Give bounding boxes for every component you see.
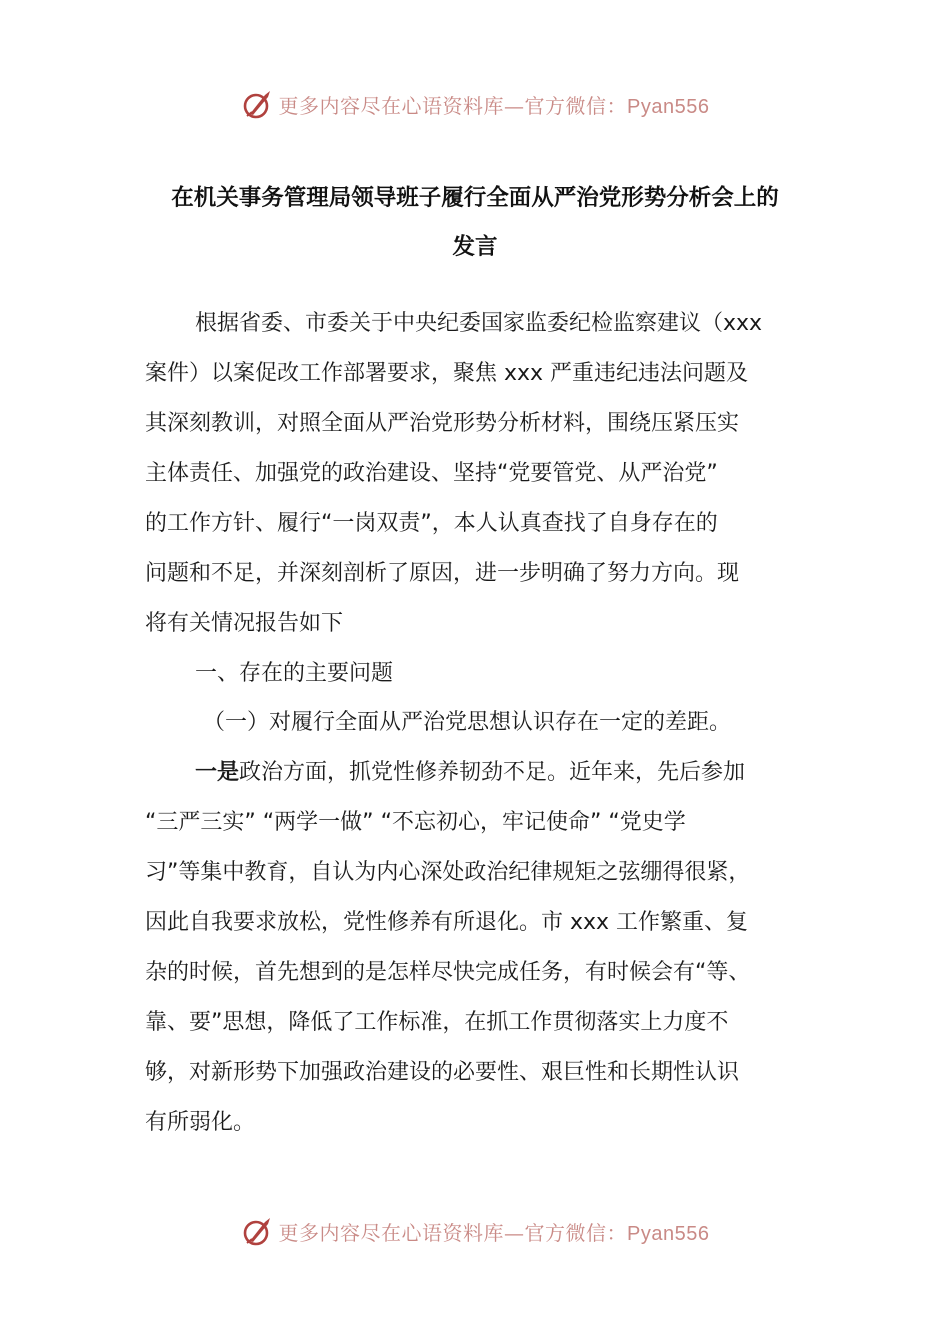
- intro-line: 其深刻教训，对照全面从严治党形势分析材料，围绕压紧压实: [145, 411, 740, 436]
- point-line: 一是政治方面，抓党性修养韧劲不足。近年来，先后参加: [195, 760, 746, 785]
- point-line: 因此自我要求放松，党性修养有所退化。市 xxx 工作繁重、复: [145, 910, 749, 935]
- point-line: “三严三实” “两学一做” “不忘初心，牢记使命” “党史学: [145, 810, 686, 835]
- point-line: 杂的时候，首先想到的是怎样尽快完成任务，有时候会有“等、: [145, 960, 751, 985]
- intro-line: 问题和不足，并深刻剖析了原因，进一步明确了努力方向。现: [145, 561, 740, 586]
- footer-watermark: [0, 1211, 950, 1251]
- point-line: 靠、要”思想，降低了工作标准，在抓工作贯彻落实上力度不: [145, 1010, 729, 1035]
- quill-logo-icon: [241, 1214, 275, 1248]
- point-line: 有所弱化。: [145, 1110, 256, 1135]
- document-title-line-1: 在机关事务管理局领导班子履行全面从严治党形势分析会上的: [171, 185, 779, 211]
- subsection-heading: （一）对履行全面从严治党思想认识存在一定的差距。: [203, 710, 732, 735]
- intro-line: 将有关情况报告如下: [145, 611, 344, 636]
- point-line: 够，对新形势下加强政治建设的必要性、艰巨性和长期性认识: [145, 1060, 740, 1085]
- wechat-id: Pyan556: [627, 1222, 710, 1245]
- intro-line: 案件）以案促改工作部署要求，聚焦 xxx 严重违纪违法问题及: [145, 361, 749, 386]
- watermark-text: 更多内容尽在心语资料库—官方微信：Pyan556: [278, 93, 710, 118]
- intro-line: 根据省委、市委关于中央纪委国家监委纪检监察建议（xxx: [195, 311, 763, 336]
- quill-logo-icon: [241, 87, 275, 121]
- intro-line: 主体责任、加强党的政治建设、坚持“党要管党、从严治党”: [145, 461, 718, 486]
- point-lead: 一是: [195, 760, 240, 785]
- intro-line: 的工作方针、履行“一岗双责”，本人认真查找了自身存在的: [145, 511, 718, 536]
- section-heading: 一、存在的主要问题: [195, 661, 394, 686]
- document-title-line-2: 发言: [452, 234, 498, 260]
- point-line: 习”等集中教育，自认为内心深处政治纪律规矩之弦绷得很紧，: [145, 860, 751, 885]
- header-watermark: [0, 84, 950, 124]
- wechat-id: Pyan556: [627, 95, 710, 118]
- watermark-text: 更多内容尽在心语资料库—官方微信：Pyan556: [278, 1220, 710, 1245]
